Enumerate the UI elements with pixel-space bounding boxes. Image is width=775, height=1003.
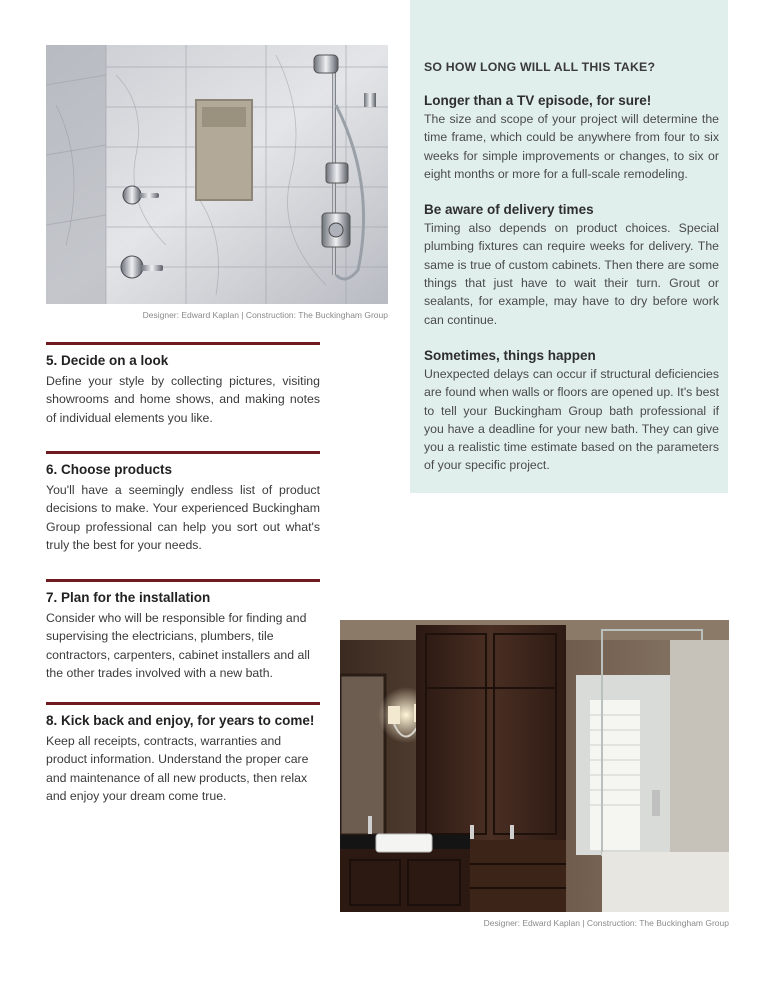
step-8-body: Keep all receipts, contracts, warranties and product information. Understand the proper care and maintenance of all new products, then relax and enjoy your dream come true. [46, 734, 309, 803]
section-divider [46, 451, 320, 454]
shower-photo [46, 45, 388, 304]
step-7 [46, 579, 320, 682]
step-6-title: 6. Choose products [46, 462, 173, 477]
sidebar-title: SO HOW LONG WILL ALL THIS TAKE? [424, 60, 656, 74]
step-8-title: 8. Kick back and enjoy, for years to come! [46, 713, 315, 728]
sidebar-body-delivery: Timing also depends on product choices. Special plumbing fixtures can require weeks for delivery. The same is true of custom cabinets. Then there are some things that just have to wait their turn. Grout or sealants, for example, may have to dry before work can continue. [424, 221, 719, 327]
section-divider [46, 579, 320, 582]
vanity-photo [340, 620, 729, 912]
timeline-sidebar [410, 0, 728, 493]
sidebar-heading-delivery: Be aware of delivery times [424, 202, 594, 218]
step-5 [46, 342, 320, 427]
step-7-body: Consider who will be responsible for finding and supervising the electricians, plumbers, tile contractors, carpenters, cabinet installers and all the other trades involved with a new bath. [46, 611, 310, 680]
step-5-body: Define your style by collecting pictures, visiting showrooms and home shows, and making notes of individual elements you like. [46, 374, 320, 425]
section-divider [46, 702, 320, 705]
step-6-body: You'll have a seemingly endless list of product decisions to make. Your experienced Buckingham Group professional can help you sort out what's truly the best for your needs. [46, 483, 320, 552]
section-divider [46, 342, 320, 345]
step-5-title: 5. Decide on a look [46, 353, 169, 368]
sidebar-heading-things-happen: Sometimes, things happen [424, 347, 596, 363]
shower-photo-caption: Designer: Edward Kaplan | Construction: The Buckingham Group [142, 310, 388, 320]
step-8 [46, 702, 320, 805]
step-6 [46, 451, 320, 554]
sidebar-body-things-happen: Unexpected delays can occur if structural deficiencies are found when walls or floors are opened up. It's best to tell your Buckingham Group bath professional if you have a deadline for your new bath. They can give you a realistic time estimate based on the parameters of your specific project. [424, 366, 719, 473]
sidebar-heading-tv-episode: Longer than a TV episode, for sure! [424, 93, 652, 108]
sidebar-body-tv-episode: The size and scope of your project will determine the time frame, which could be anywhere from four to six weeks for simple improvements or changes, to six or eight months or more for a full-scale remodeling. [424, 112, 719, 181]
step-7-title: 7. Plan for the installation [46, 590, 211, 605]
vanity-photo-caption: Designer: Edward Kaplan | Construction: The Buckingham Group [483, 918, 729, 928]
